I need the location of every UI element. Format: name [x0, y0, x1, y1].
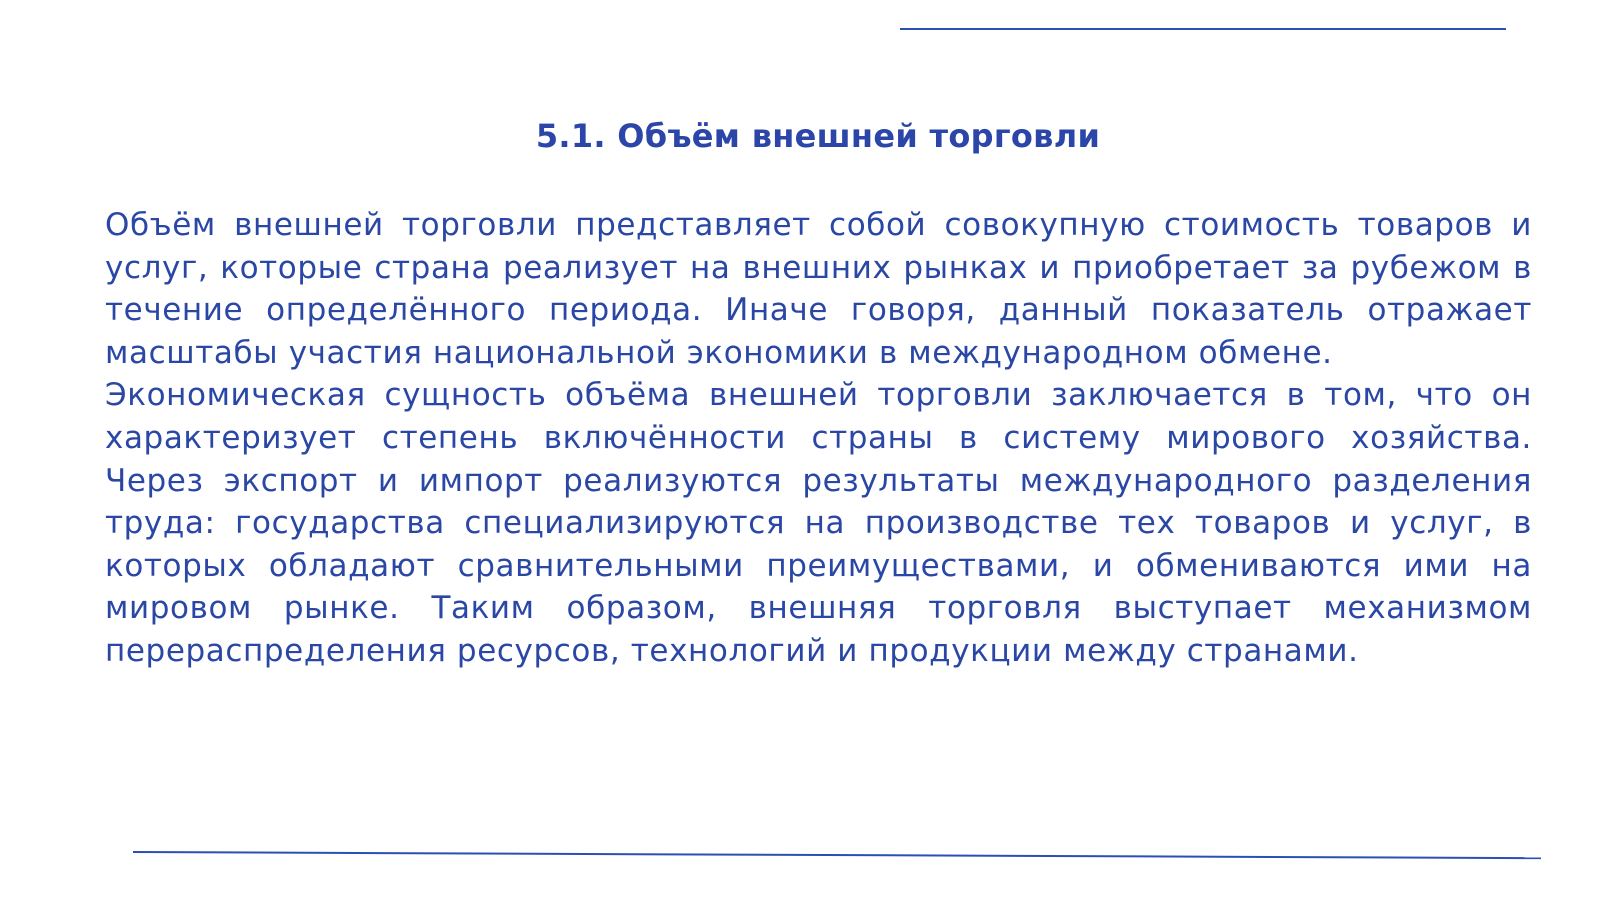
paragraph-economic-essence: Экономическая сущность объёма внешней торговли заключается в том, что он характеризует степень включённости страны в систему мирового хозяйства. Через экспорт и импорт реализуются результаты международного разделения труда: государства специализируются на производстве тех товаров и услуг, в которых обладают сравнительными преимуществами, и обмениваются ими на мировом рынке. Таким образом, внешняя торговля выступает механизмом перераспределения ресурсов, технологий и продукции между странами. — [105, 377, 1532, 669]
top-divider — [900, 28, 1506, 30]
slide-body — [105, 204, 1532, 673]
slide-title: 5.1. Объём внешней торговли — [535, 117, 1101, 155]
paragraph-definition: Объём внешней торговли представляет собой совокупную стоимость товаров и услуг, которые страна реализует на внешних рынках и приобретает за рубежом в течение определённого периода. Иначе говоря, данный показатель отражает масштабы участия национальной экономики в международном обмене. — [105, 207, 1532, 371]
bottom-divider — [133, 851, 1541, 859]
